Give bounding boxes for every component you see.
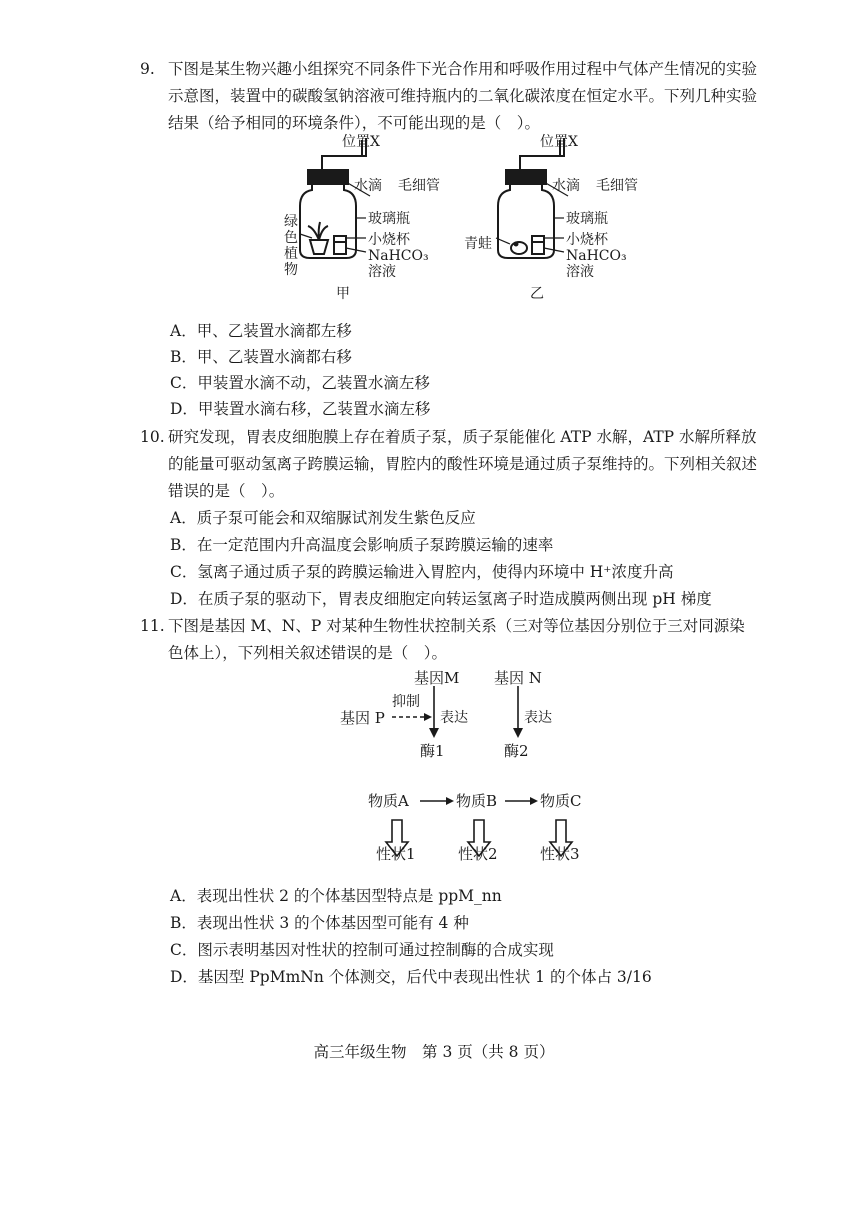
q11-option-c: C．图示表明基因对性状的控制可通过控制酶的合成实现 bbox=[170, 941, 554, 959]
jia-caption: 甲 bbox=[336, 286, 350, 302]
question-number: 10. bbox=[140, 428, 165, 446]
yi-solution-label-2: 溶液 bbox=[566, 264, 594, 280]
enzyme-2-label: 酶2 bbox=[504, 742, 529, 760]
jia-tube-label: 毛细管 bbox=[398, 178, 440, 194]
gene-m-label: 基因M bbox=[414, 669, 460, 687]
jia-drop-label: 水滴 bbox=[354, 178, 382, 194]
jia-solution-label-2: 溶液 bbox=[368, 264, 396, 280]
jia-organism-label-1: 绿 bbox=[284, 214, 298, 230]
yi-drop-label: 水滴 bbox=[552, 178, 580, 194]
gene-control-diagram bbox=[0, 660, 868, 880]
yi-caption: 乙 bbox=[530, 286, 544, 302]
gene-p-label: 基因 P bbox=[340, 709, 385, 727]
trait-2-label: 性状2 bbox=[458, 845, 498, 863]
question-text: 下图是基因 M、N、P 对某种生物性状控制关系（三对等位基因分别位于三对同源染色体上），下列相关叙述错误的是（ ）。 bbox=[168, 617, 745, 662]
yi-solution-label-1: NaHCO₃ bbox=[566, 248, 627, 264]
q10-option-a: A．质子泵可能会和双缩脲试剂发生紫色反应 bbox=[170, 509, 476, 527]
jia-beaker-label: 小烧杯 bbox=[368, 232, 410, 248]
express-label-1: 表达 bbox=[440, 710, 468, 726]
apparatus-yi bbox=[496, 138, 568, 258]
express-label-2: 表达 bbox=[524, 710, 552, 726]
apparatus-jia bbox=[300, 138, 370, 258]
question-number: 11. bbox=[140, 617, 165, 635]
trait-1-label: 性状1 bbox=[376, 845, 416, 863]
question-text: 下图是某生物兴趣小组探究不同条件下光合作用和呼吸作用过程中气体产生情况的实验示意图，装置中的碳酸氢钠溶液可维持瓶内的二氧化碳浓度在恒定水平。下列几种实验结果（给予相同的环境条件），不可能出现的是（ ）。 bbox=[168, 60, 758, 132]
jia-solution-label-1: NaHCO₃ bbox=[368, 248, 429, 264]
question-number: 9. bbox=[140, 60, 155, 78]
q9-option-a: A．甲、乙装置水滴都左移 bbox=[170, 322, 352, 340]
q9-option-c: C．甲装置水滴不动，乙装置水滴左移 bbox=[170, 374, 430, 392]
question-10 bbox=[140, 424, 760, 505]
substance-c-label: 物质C bbox=[540, 792, 582, 810]
page-footer: 高三年级生物 第 3 页（共 8 页） bbox=[313, 1043, 555, 1061]
jia-position-label: 位置X bbox=[342, 134, 380, 150]
yi-tube-label: 毛细管 bbox=[596, 178, 638, 194]
q11-option-a: A．表现出性状 2 的个体基因型特点是 ppM_nn bbox=[170, 887, 502, 905]
question-11 bbox=[140, 613, 760, 667]
q10-option-b: B．在一定范围内升高温度会影响质子泵跨膜运输的速率 bbox=[170, 536, 554, 554]
q11-option-b: B．表现出性状 3 的个体基因型可能有 4 种 bbox=[170, 914, 469, 932]
yi-organism-label: 青蛙 bbox=[464, 236, 492, 252]
yi-bottle-label: 玻璃瓶 bbox=[566, 211, 608, 227]
jia-organism-label-2: 色 bbox=[284, 230, 298, 246]
substance-b-label: 物质B bbox=[456, 792, 498, 810]
q10-option-c: C．氢离子通过质子泵的跨膜运输进入胃腔内，使得内环境中 H⁺浓度升高 bbox=[170, 563, 674, 581]
jia-organism-label-3: 植 bbox=[284, 246, 298, 262]
yi-position-label: 位置X bbox=[540, 134, 578, 150]
question-9 bbox=[140, 56, 768, 137]
trait-3-label: 性状3 bbox=[540, 845, 580, 863]
gene-n-label: 基因 N bbox=[494, 669, 542, 687]
enzyme-1-label: 酶1 bbox=[420, 742, 445, 760]
q10-option-d: D．在质子泵的驱动下，胃表皮细胞定向转运氢离子时造成膜两侧出现 pH 梯度 bbox=[170, 590, 712, 608]
jia-bottle-label: 玻璃瓶 bbox=[368, 211, 410, 227]
q9-option-b: B．甲、乙装置水滴都右移 bbox=[170, 348, 352, 366]
q9-option-d: D．甲装置水滴右移，乙装置水滴左移 bbox=[170, 400, 431, 418]
q11-option-d: D．基因型 PpMmNn 个体测交，后代中表现出性状 1 的个体占 3/16 bbox=[170, 968, 652, 986]
inhibit-label: 抑制 bbox=[392, 694, 420, 710]
substance-a-label: 物质A bbox=[368, 792, 409, 810]
jia-organism-label-4: 物 bbox=[284, 262, 298, 278]
question-text: 研究发现，胃表皮细胞膜上存在着质子泵，质子泵能催化 ATP 水解，ATP 水解所释放的能量可驱动氢离子跨膜运输，胃腔内的酸性环境是通过质子泵维持的。下列相关叙述错误的是（ ）。 bbox=[168, 428, 758, 500]
yi-beaker-label: 小烧杯 bbox=[566, 232, 608, 248]
